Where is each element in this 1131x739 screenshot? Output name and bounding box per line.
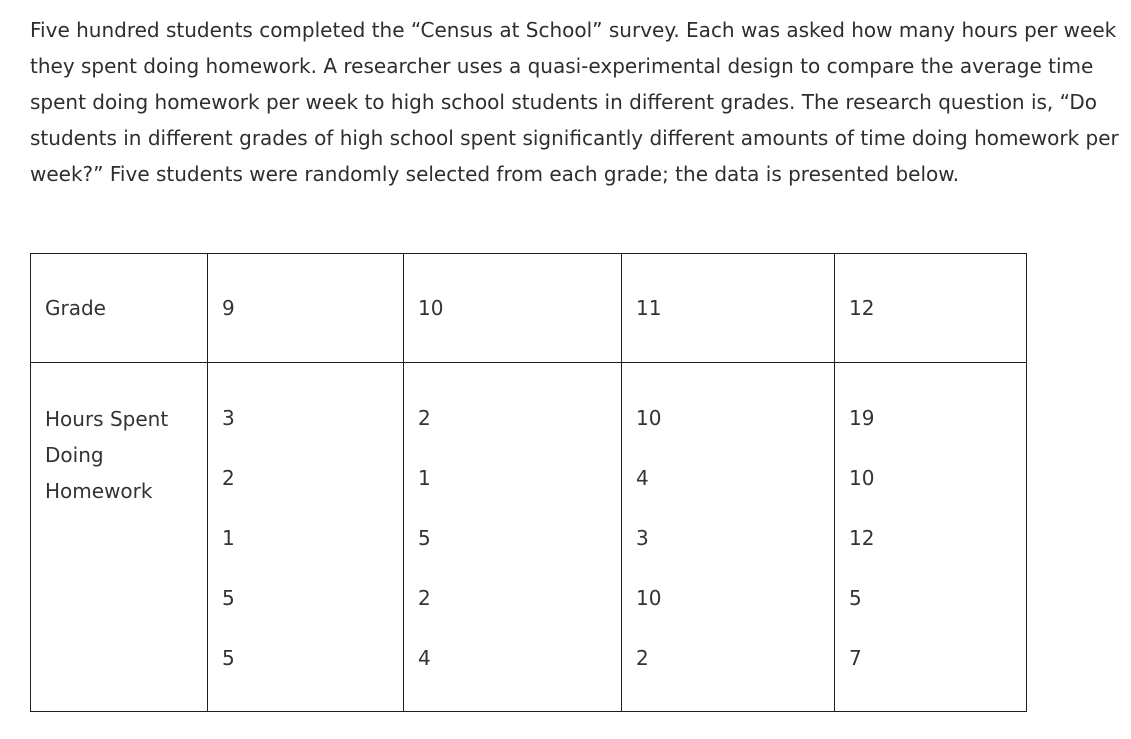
hours-value: 2 — [418, 586, 431, 610]
grade-label: Grade — [45, 296, 106, 320]
grade-value: 9 — [222, 296, 235, 320]
hours-values — [636, 363, 834, 705]
hours-value: 12 — [849, 526, 875, 550]
hours-row — [31, 363, 1027, 712]
grade-cell — [404, 254, 622, 363]
hours-cell-grade-9 — [208, 363, 404, 712]
homework-data-table — [30, 253, 1027, 712]
grade-label-cell — [31, 254, 208, 363]
hours-values — [418, 363, 621, 705]
hours-value: 2 — [222, 466, 235, 490]
grade-cell — [835, 254, 1027, 363]
hours-cell-grade-12 — [835, 363, 1027, 712]
hours-values — [222, 363, 403, 705]
hours-value: 2 — [418, 406, 431, 430]
grade-cell — [208, 254, 404, 363]
hours-value: 10 — [636, 406, 662, 430]
hours-label-line: Hours Spent — [45, 407, 169, 431]
grade-value: 10 — [418, 296, 444, 320]
hours-value: 3 — [222, 406, 235, 430]
grade-cell — [622, 254, 835, 363]
hours-label — [45, 363, 207, 509]
hours-value: 7 — [849, 646, 862, 670]
hours-value: 2 — [636, 646, 649, 670]
hours-cell-grade-11 — [622, 363, 835, 712]
grade-header-row — [31, 254, 1027, 363]
hours-value: 5 — [222, 646, 235, 670]
hours-value: 10 — [636, 586, 662, 610]
hours-label-cell — [31, 363, 208, 712]
grade-value: 12 — [849, 296, 875, 320]
hours-value: 19 — [849, 406, 875, 430]
hours-label-line: Doing — [45, 443, 104, 467]
hours-value: 4 — [418, 646, 431, 670]
hours-values — [849, 363, 1026, 705]
hours-value: 1 — [222, 526, 235, 550]
question-text: Five hundred students completed the “Census at School” survey. Each was asked how many hours per week they spent doing homework. A researcher uses a quasi-experimental design to compare the average time spent doing homework per week to high school students in different grades. The research question is, “Do students in different grades of high school spent significantly different amounts of time doing homework per week?” Five students were randomly selected from each grade; the data is presented below. — [30, 18, 1119, 186]
hours-value: 3 — [636, 526, 649, 550]
hours-label-line: Homework — [45, 479, 153, 503]
hours-value: 5 — [849, 586, 862, 610]
hours-value: 10 — [849, 466, 875, 490]
hours-value: 5 — [222, 586, 235, 610]
hours-value: 5 — [418, 526, 431, 550]
hours-value: 4 — [636, 466, 649, 490]
hours-value: 1 — [418, 466, 431, 490]
grade-value: 11 — [636, 296, 662, 320]
hours-cell-grade-10 — [404, 363, 622, 712]
